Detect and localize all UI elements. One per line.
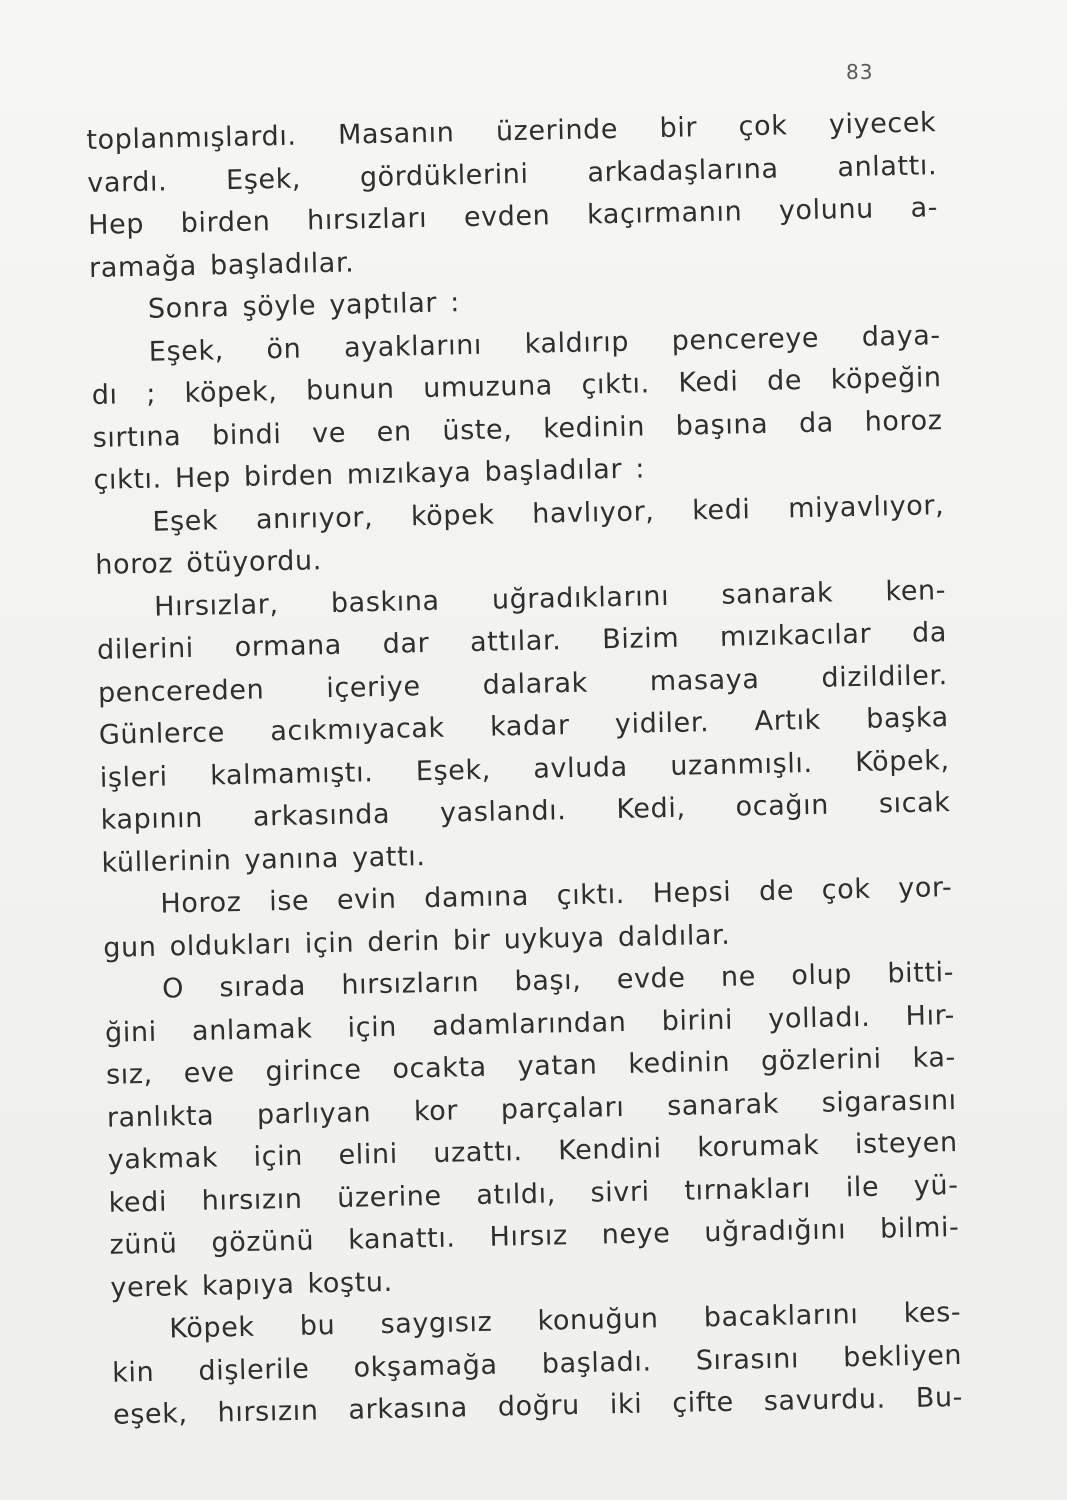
text-line: ğini anlamak için adamlarından birini yolladı. Hır-: [104, 999, 956, 1049]
body-text: [86, 102, 963, 1437]
text-line: çıktı. Hep birden mızıkaya başladılar :: [93, 453, 646, 496]
text-line: sırtına bindi ve en üste, kedinin başına da horoz: [92, 404, 943, 454]
text-line: horoz ötüyordu.: [95, 545, 323, 581]
text-line: sız, eve girince ocakta yatan kedinin gözlerini ka-: [105, 1041, 957, 1091]
text-line: yakmak için elini uzattı. Kendini korumak isteyen: [107, 1126, 958, 1176]
text-line: kedi hırsızın üzerine atıldı, sivri tırnakları ile yü-: [108, 1169, 959, 1219]
text-line: Günlerce acıkmıyacak kadar yidiler. Artık başka: [98, 702, 950, 751]
text-line: eşek, hırsızın arkasına doğru iki çifte savurdu. Bu-: [112, 1381, 964, 1431]
page-number: 83: [846, 60, 874, 84]
text-line: ranlıkta parlıyan kor parçaları sanarak sigarasını: [106, 1084, 958, 1134]
text-line: O sırada hırsızların başı, evde ne olup bitti-: [161, 957, 955, 1005]
text-line: Hep birden hırsızları evden kaçırmanın yolunu a-: [87, 192, 939, 241]
text-line: pencereden içeriye dalarak masaya dizildiler.: [97, 659, 949, 709]
text-line: Köpek bu saygısız konuğun bacaklarını kes-: [169, 1296, 962, 1345]
text-line: Sonra şöyle yaptılar :: [147, 287, 461, 325]
text-line: Hırsızlar, baskına uğradıklarını sanarak ken-: [153, 574, 947, 623]
text-line: Horoz ise evin damına çıktı. Hepsi de çok yor-: [160, 872, 953, 920]
text-line: küllerinin yanına yattı.: [101, 840, 426, 879]
text-line: kapının arkasında yaslandı. Kedi, ocağın sıcak: [100, 787, 951, 836]
text-line: dilerini ormana dar attılar. Bizim mızıkacılar da: [96, 617, 948, 666]
text-line: Eşek, ön ayaklarını kaldırıp pencereye daya-: [148, 319, 942, 368]
text-line: ramağa başladılar.: [88, 246, 355, 284]
text-line: Eşek anırıyor, köpek havlıyor, kedi miyavlıyor,: [152, 489, 945, 538]
text-line: kin dişlerile okşamağa başladı. Sırasını bekliyen: [111, 1339, 963, 1389]
text-line: vardı. Eşek, gördüklerini arkadaşlarına anlattı.: [86, 149, 938, 199]
text-line: toplanmışlardı. Masanın üzerinde bir çok yiyecek: [86, 107, 937, 156]
text-line: gun oldukları için derin bir uykuya daldılar.: [103, 919, 731, 964]
text-line: dı ; köpek, bunun umuzuna çıktı. Kedi de köpeğin: [91, 362, 942, 411]
text-line: zünü gözünü kanattı. Hırsız neye uğradığını bilmi-: [109, 1211, 960, 1261]
text-line: yerek kapıya koştu.: [110, 1266, 394, 1304]
text-line: işleri kalmamıştı. Eşek, avluda uzanmışlı. Köpek,: [99, 744, 950, 794]
